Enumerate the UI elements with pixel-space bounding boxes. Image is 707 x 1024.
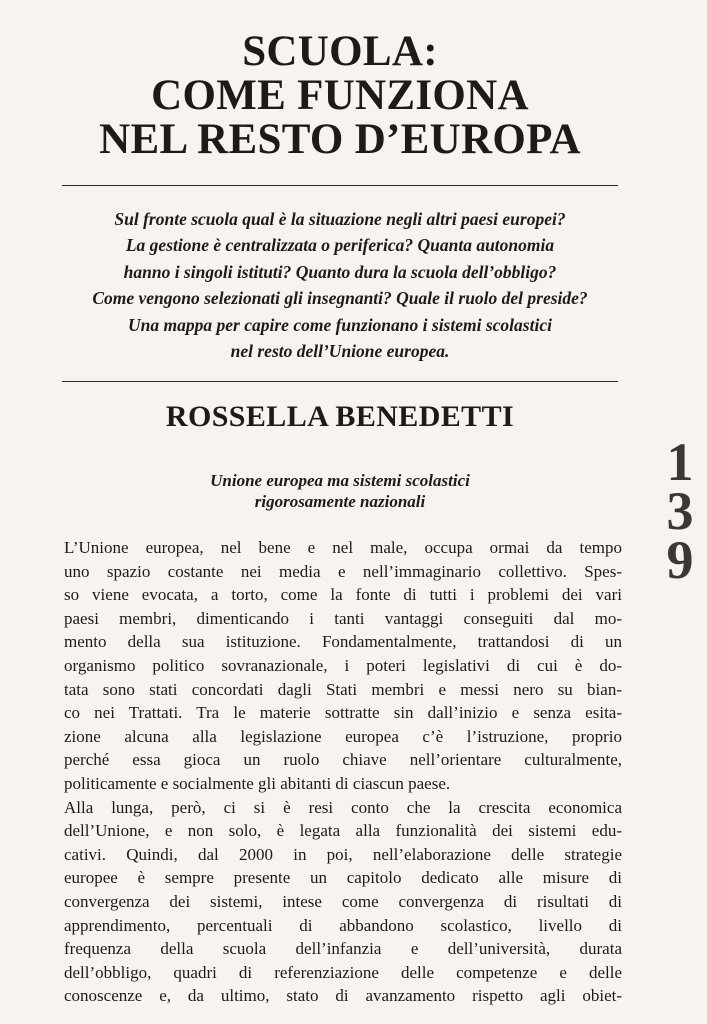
body-line: convergenza dei sistemi, intese come convergenza di risultati di (64, 891, 622, 911)
body-line: cativi. Quindi, dal 2000 in poi, nell’elaborazione delle strategie (64, 844, 622, 864)
page-number (657, 432, 703, 590)
author-name: ROSSELLA BENEDETTI (165, 400, 515, 433)
lead-paragraph (40, 206, 640, 364)
lead-line: La gestione è centralizzata o periferica? Quanta autonomia (125, 235, 555, 256)
body-line: dell’obbligo, quadri di referenziazione delle competenze e delle (64, 962, 622, 982)
body-line: conoscenze e, da ultimo, stato di avanzamento rispetto agli obiet- (64, 986, 622, 1006)
body-line: apprendimento, percentuali di abbandono scolastico, livello di (64, 915, 622, 935)
body-line: frequenza della scuola dell’infanzia e dell’università, durata (64, 939, 622, 959)
title-line: COME FUNZIONA (151, 72, 529, 119)
body-line: politicamente e socialmente gli abitanti di ciascun paese. (64, 773, 451, 793)
top-rule (62, 185, 618, 186)
page-number-digit: 3 (666, 481, 694, 541)
body-text (64, 536, 622, 1008)
lead-line: Sul fronte scuola qual è la situazione negli altri paesi europei? (114, 209, 566, 229)
lead-line: Come vengono selezionati gli insegnanti? Quale il ruolo del preside? (92, 288, 588, 309)
body-line: uno spazio costante nei media e nell’immaginario collettivo. Spes- (64, 561, 622, 581)
body-line: L’Unione europea, nel bene e nel male, occupa ormai da tempo (64, 538, 622, 557)
body-line: dell’Unione, e non solo, è legata alla funzionalità dei sistemi edu- (64, 821, 622, 841)
bottom-rule (62, 381, 618, 382)
body-line: mento della sua istituzione. Fondamentalmente, trattandosi di un (64, 632, 622, 652)
article-title (0, 30, 680, 162)
lead-line: nel resto dell’Unione europea. (230, 341, 450, 362)
section-heading (140, 470, 540, 512)
body-line: europee è sempre presente un capitolo dedicato alle misure di (64, 868, 622, 888)
lead-line: hanno i singoli istituti? Quanto dura la scuola dell’obbligo? (123, 261, 557, 282)
body-line: perché essa gioca un ruolo chiave nell’orientare culturalmente, (64, 750, 622, 770)
section-heading-line: Unione europea ma sistemi scolastici (210, 471, 470, 490)
body-line: tata sono stati concordati dagli Stati membri e messi nero su bian- (64, 679, 622, 699)
lead-line: Una mappa per capire come funzionano i sistemi scolastici (128, 314, 552, 335)
body-line: organismo politico sovranazionale, i poteri legislativi di cui è do- (64, 655, 622, 675)
page-number-digit: 1 (666, 432, 694, 492)
title-line: SCUOLA: (242, 28, 438, 75)
body-line: Alla lunga, però, ci si è resi conto che la crescita economica (64, 797, 622, 817)
body-line: co nei Trattati. Tra le materie sottratte sin dall’inizio e senza esita- (64, 703, 622, 723)
page-number-digit: 9 (666, 530, 694, 590)
body-line: paesi membri, dimenticando i tanti vantaggi conseguiti dal mo- (64, 608, 622, 628)
section-heading-line: rigorosamente nazionali (254, 492, 426, 511)
body-line: zione alcuna alla legislazione europea c’è l’istruzione, proprio (64, 726, 622, 746)
title-line: NEL RESTO D’EUROPA (99, 116, 581, 163)
body-line: so viene evocata, a torto, come la fonte di tutti i problemi dei vari (64, 585, 622, 605)
